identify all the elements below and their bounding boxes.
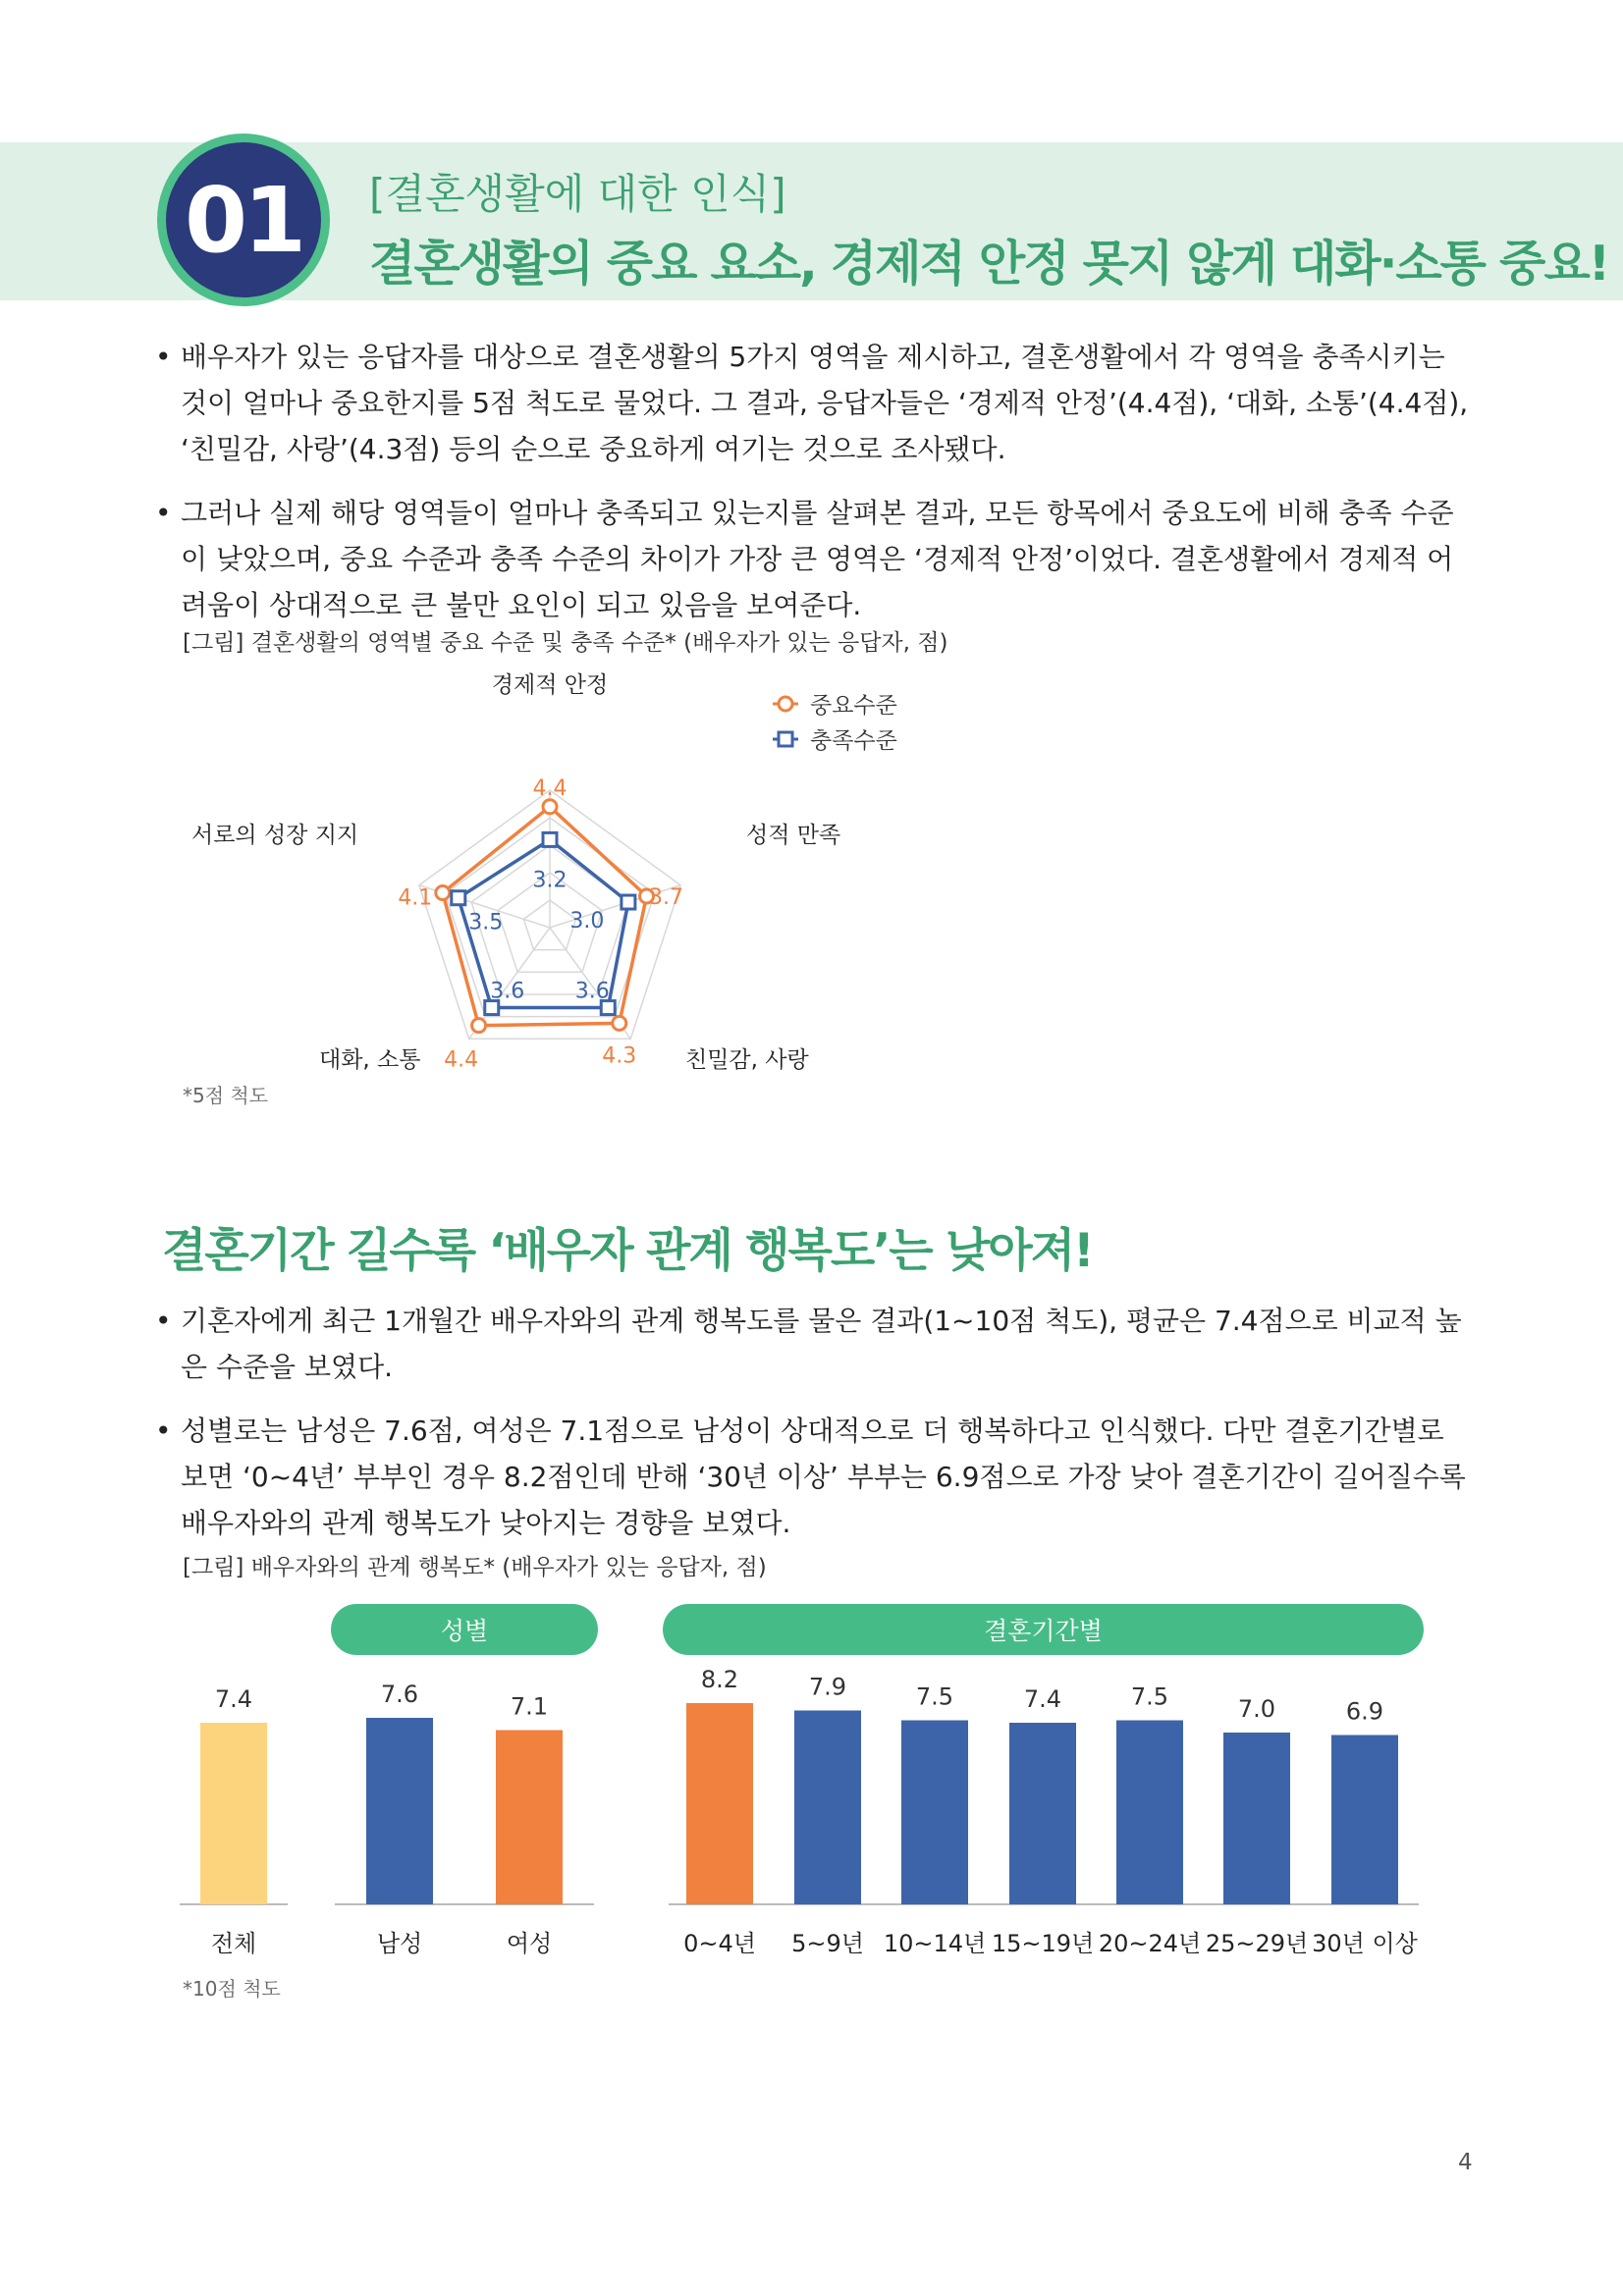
radar-point — [472, 1019, 486, 1033]
bar — [496, 1731, 563, 1905]
bar-category-label: 0~4년 — [683, 1930, 756, 1957]
bar-value-label: 8.2 — [700, 1666, 739, 1693]
radar-point — [543, 832, 557, 846]
bar — [1116, 1721, 1183, 1905]
bar-category-label: 여성 — [506, 1930, 553, 1957]
radar-data-label: 3.2 — [532, 868, 568, 893]
bar-value-label: 7.5 — [1130, 1682, 1169, 1711]
radar-point — [613, 1016, 626, 1030]
bar-category-label: 5~9년 — [791, 1930, 864, 1957]
radar-axis-label: 서로의 성장 지지 — [191, 823, 359, 848]
bar — [901, 1721, 968, 1905]
page-number: 4 — [1458, 2150, 1473, 2175]
radar-point — [436, 886, 450, 900]
radar-axis-label: 대화, 소통 — [319, 1047, 421, 1073]
radar-chart — [0, 648, 1623, 1109]
bar-value-label: 7.0 — [1237, 1695, 1276, 1723]
bar-category-label: 전체 — [210, 1930, 257, 1957]
radar-data-label: 3.7 — [649, 884, 684, 910]
bar-value-label: 7.4 — [214, 1685, 253, 1713]
section-title: 결혼생활의 중요 요소, 경제적 안정 못지 않게 대화·소통 중요! — [369, 236, 1609, 292]
legend-label-satisfied: 충족수준 — [810, 728, 897, 754]
bar-value-label: 7.5 — [915, 1682, 954, 1711]
bar-value-label: 6.9 — [1345, 1697, 1384, 1726]
figure1-caption: [그림] 결혼생활의 영역별 중요 수준 및 충족 수준* (배우자가 있는 응답자, 점) — [183, 630, 948, 656]
legend-label-important: 중요수준 — [810, 693, 897, 719]
radar-data-label: 4.4 — [532, 775, 568, 801]
bullet-item: • 배우자가 있는 응답자를 대상으로 결혼생활의 5가지 영역을 제시하고, 결혼생활에서 각 영역을 충족시키는 것이 얼마나 중요한지를 5점 척도로 물었다. 그 결과, 응답자들은 ‘경제적 안정’(4.4점), ‘대화, 소통’(4.4점), ‘친밀감, 사랑’(4.3점) 등의 순으로 중요하게 여기는 것으로 조사됐다. — [155, 334, 1471, 472]
radar-axis-label: 경제적 안정 — [491, 672, 609, 698]
bullet-item: • 기혼자에게 최근 1개월간 배우자와의 관계 행복도를 물은 결과(1~10점 척도), 평균은 7.4점으로 비교적 높은 수준을 보였다. — [155, 1298, 1471, 1390]
bar-category-label: 20~24년 — [1098, 1930, 1202, 1957]
group-label-duration: 결혼기간별 — [663, 1604, 1424, 1655]
radar-axis-label: 성적 만족 — [746, 823, 841, 848]
radar-data-label: 3.0 — [569, 909, 605, 934]
radar-data-label: 3.6 — [490, 979, 525, 1004]
bullet-item: • 성별로는 남성은 7.6점, 여성은 7.1점으로 남성이 상대적으로 더 행복하다고 인식했다. 다만 결혼기간별로 보면 ‘0~4년’ 부부인 경우 8.2점인데 반해 ‘30년 이상’ 부부는 6.9점으로 가장 낮아 결혼기간이 길어질수록 배우자와의 관계 행복도가 낮아지는 경향을 보였다. — [155, 1408, 1471, 1546]
radar-data-label: 4.3 — [602, 1043, 637, 1069]
bar — [200, 1723, 267, 1904]
bullet-list-1 — [155, 334, 1471, 646]
radar-point — [543, 800, 557, 814]
section-number-badge: 01 — [157, 133, 330, 306]
bar-value-label: 7.9 — [808, 1673, 847, 1701]
section2-title: 결혼기간 길수록 ‘배우자 관계 행복도’는 낮아져! — [162, 1224, 1093, 1278]
radar-legend — [773, 693, 897, 754]
bar-value-label: 7.4 — [1023, 1685, 1062, 1713]
radar-point — [622, 895, 635, 909]
bar-category-label: 25~29년 — [1205, 1930, 1309, 1957]
radar-data-label: 3.6 — [574, 979, 610, 1004]
figure1-note: *5점 척도 — [183, 1084, 269, 1107]
radar-axis-label: 친밀감, 사랑 — [685, 1047, 809, 1073]
bullet-item: • 그러나 실제 해당 영역들이 얼마나 충족되고 있는지를 살펴본 결과, 모든 항목에서 중요도에 비해 충족 수준이 낮았으며, 중요 수준과 충족 수준의 차이가 가장 큰 영역은 ‘경제적 안정’이었다. 결혼생활에서 경제적 어려움이 상대적으로 큰 불만 요인이 되고 있음을 보여준다. — [155, 490, 1471, 628]
bar-value-label: 7.6 — [380, 1681, 419, 1708]
bar-category-label: 30년 이상 — [1312, 1930, 1418, 1957]
bar-value-label: 7.1 — [510, 1692, 549, 1721]
legend-marker-important — [779, 697, 792, 711]
bar — [1223, 1733, 1290, 1904]
bar-category-label: 10~14년 — [883, 1930, 987, 1957]
legend-marker-satisfied — [779, 732, 792, 746]
bar — [686, 1703, 753, 1904]
radar-point — [452, 891, 465, 905]
bar — [366, 1718, 433, 1904]
radar-data-label: 4.4 — [444, 1047, 479, 1073]
bar-category-label: 남성 — [376, 1930, 423, 1957]
bullet-list-2 — [155, 1298, 1471, 1564]
group-label-gender: 성별 — [331, 1604, 598, 1655]
bar-category-label: 15~19년 — [991, 1930, 1095, 1957]
figure2-caption: [그림] 배우자와의 관계 행복도* (배우자가 있는 응답자, 점) — [183, 1555, 767, 1580]
radar-data-label: 3.5 — [468, 910, 504, 935]
bar — [1331, 1735, 1398, 1905]
figure2-note: *10점 척도 — [183, 1977, 281, 2001]
radar-data-label: 4.1 — [398, 885, 433, 911]
section-subtitle: [결혼생활에 대한 인식] — [369, 170, 786, 218]
bar — [794, 1711, 861, 1905]
bar-chart — [0, 1659, 1623, 2002]
bar — [1009, 1723, 1076, 1904]
